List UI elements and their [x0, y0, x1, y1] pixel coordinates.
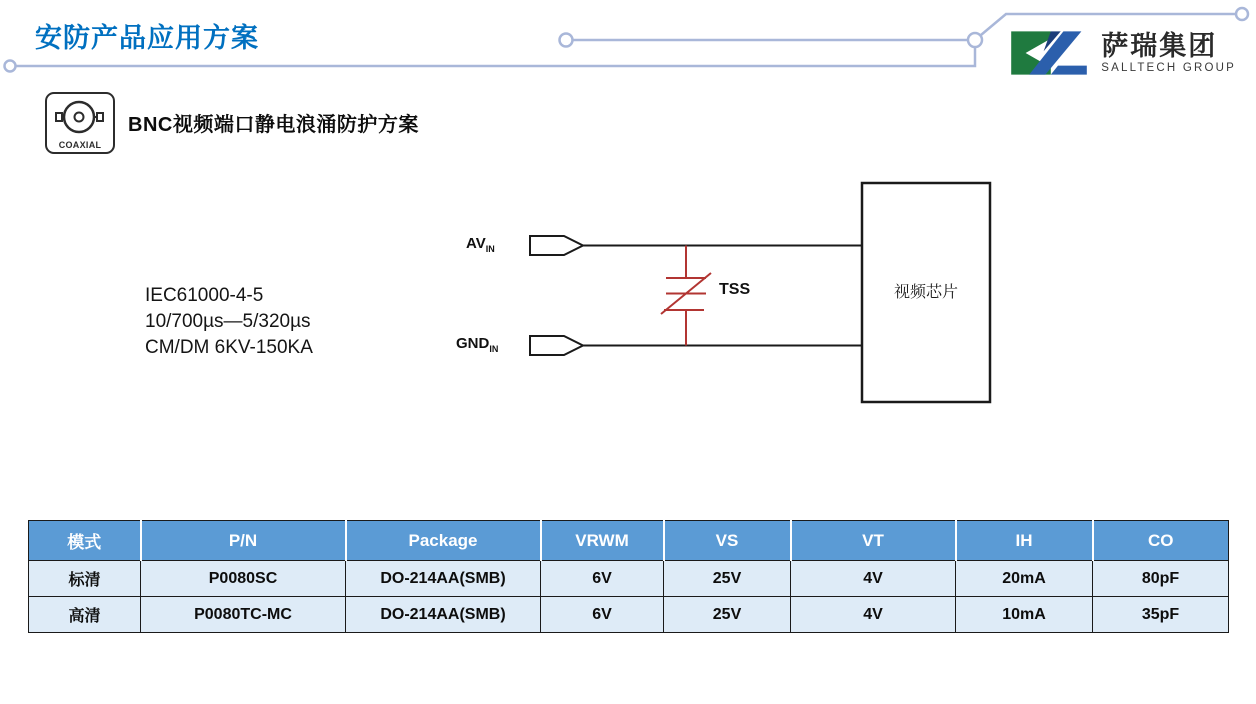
table-cell: 4V — [791, 597, 956, 633]
logo-company-name: 萨瑞集团 — [1101, 30, 1218, 61]
tss-label: TSS — [719, 281, 751, 298]
table-cell: 6V — [541, 597, 664, 633]
header-vt: VT — [791, 521, 956, 561]
table-cell: 6V — [541, 561, 664, 597]
table-cell: DO-214AA(SMB) — [346, 561, 541, 597]
table-cell: 4V — [791, 561, 956, 597]
spec-line-standard: IEC61000-4-5 — [145, 285, 264, 306]
company-logo — [1005, 24, 1240, 82]
table-cell: 25V — [664, 561, 791, 597]
gnd-in-label: $GND_{IN}$ — [456, 335, 499, 354]
gnd-input-connector — [530, 336, 583, 355]
av-in-label: $AV_{IN}$ — [466, 235, 495, 254]
spec-line-waveform: 10/700µs—5/320µs — [145, 311, 311, 332]
header-co: CO — [1093, 521, 1229, 561]
table-cell: 标清 — [29, 561, 141, 597]
table-cell: 25V — [664, 597, 791, 633]
section-title: BNC视频端口静电浪涌防护方案 — [128, 114, 419, 136]
table-cell: P0080TC-MC — [141, 597, 346, 633]
table-cell: 35pF — [1093, 597, 1229, 633]
logo-text — [1101, 32, 1236, 75]
table-cell: 高清 — [29, 597, 141, 633]
page-title: 安防产品应用方案 — [35, 23, 259, 53]
table-cell: 20mA — [956, 561, 1093, 597]
coaxial-icon-label: COAXIAL — [58, 140, 102, 150]
surge-spec-text — [145, 283, 313, 361]
video-chip-label: 视频芯片 — [893, 284, 958, 301]
av-input-connector — [530, 236, 583, 255]
table-cell: 10mA — [956, 597, 1093, 633]
salltech-logo-icon — [1009, 26, 1089, 80]
table-row-hd — [29, 597, 1229, 633]
table-header-row — [29, 521, 1229, 561]
tss-device-symbol — [661, 246, 711, 346]
header-pn: P/N — [141, 521, 346, 561]
header-vs: VS — [664, 521, 791, 561]
table-cell: DO-214AA(SMB) — [346, 597, 541, 633]
table-row-sd — [29, 561, 1229, 597]
header-vrwm: VRWM — [541, 521, 664, 561]
table-cell: P0080SC — [141, 561, 346, 597]
header-ih: IH — [956, 521, 1093, 561]
coaxial-connector-icon — [45, 92, 115, 154]
parts-table — [28, 520, 1229, 633]
logo-company-name-en: SALLTECH GROUP — [1101, 62, 1236, 75]
spec-line-level: CM/DM 6KV-150KA — [145, 337, 313, 358]
header-package: Package — [346, 521, 541, 561]
header-mode: 模式 — [29, 521, 141, 561]
table-cell: 80pF — [1093, 561, 1229, 597]
